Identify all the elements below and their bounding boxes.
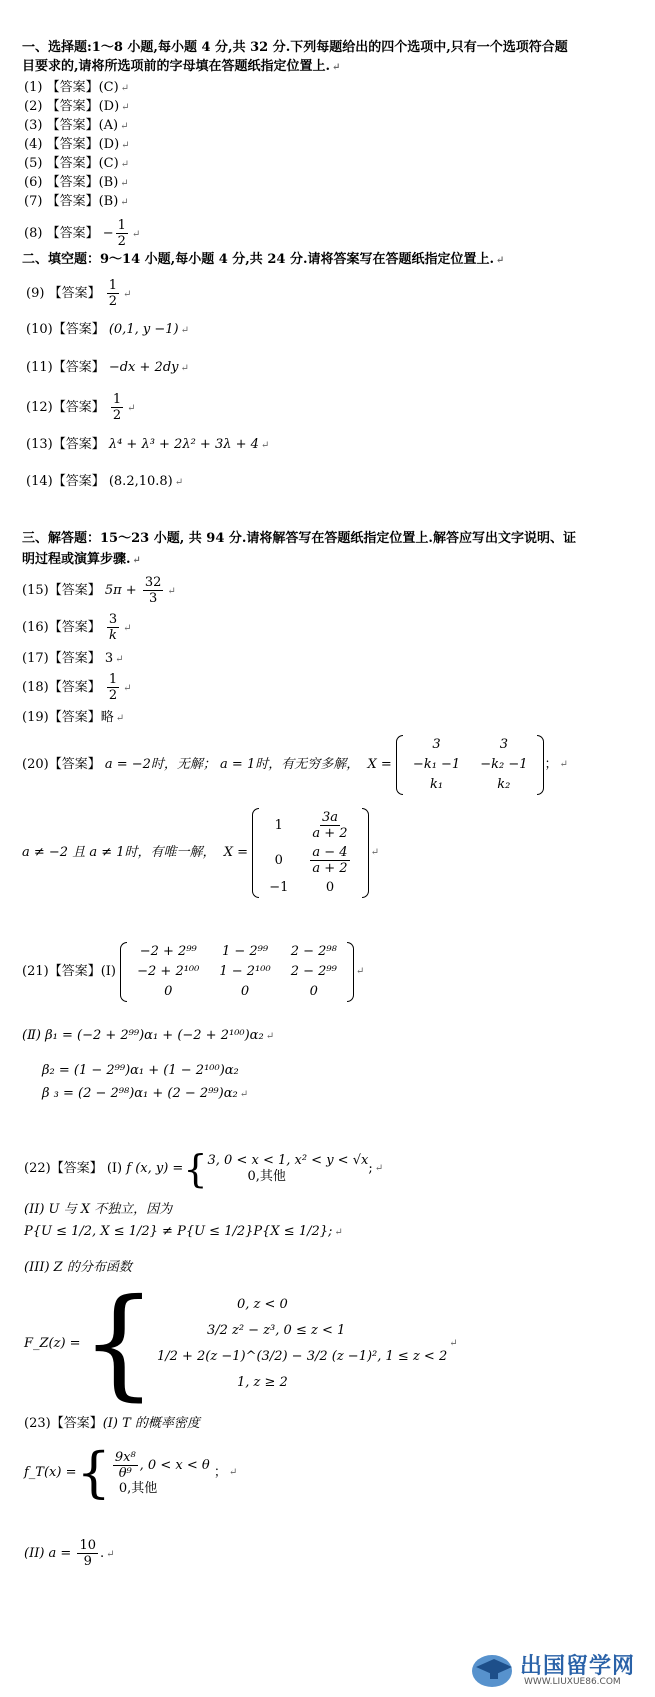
answer-23-part1: (23)【答案】(I) T 的概率密度 [24,1416,200,1431]
answer-20-line2: a ≠ −2 且 a ≠ 1时，有唯一解， X = 1 $\frac{3a}{a + 2}$ 0 $\frac{a - 4}{a + 2}$ −1 0 ↵ [22,808,379,898]
answer-9: (9) 【答案】 $\frac{1}{2}$ ↵ [26,278,132,309]
answer-23-part2: (II) a = $\frac{10}{9}$ . ↵ [24,1538,115,1569]
section3-heading-line1: 三、解答题：15～23 小题, 共 94 分.请将解答写在答题纸指定位置上.解答应写出文字说明、证 [22,531,576,546]
matrix-cell: 2 − 2⁹⁹ [290,964,337,979]
matrix-cell: 3 [432,737,441,752]
answer-1: (1) 【答案】(C) ↵ [24,80,130,95]
answer-12: (12)【答案】 $\frac{1}{2}$ ↵ [26,392,136,423]
answer-5: (5) 【答案】(C) ↵ [24,156,130,171]
matrix-cell: 0 [309,984,318,999]
matrix-cell: 0 [240,984,250,999]
answer-21-beta3: β ₃ = (2 − 2⁹⁸)α₁ + (2 − 2⁹⁹)α₂ ↵ [42,1086,249,1101]
answer-22-part3: (III) Z 的分布函数 [24,1260,132,1275]
watermark-title: 出国留学网 [520,1654,636,1679]
answer-21-beta2: β₂ = (1 − 2⁹⁹)α₁ + (1 − 2¹⁰⁰)α₂ [42,1063,239,1078]
answer-21-beta1: (Ⅱ) β₁ = (−2 + 2⁹⁹)α₁ + (−2 + 2¹⁰⁰)α₂ ↵ [22,1028,275,1043]
matrix-cell: −k₂ −1 [480,757,528,772]
matrix-cell: −2 + 2⁹⁹ [139,944,197,959]
matrix-cell: k₁ [430,777,444,792]
answer-7: (7) 【答案】(B) ↵ [24,194,129,209]
answer-13: (13)【答案】 λ⁴ + λ³ + 2λ² + 3λ + 4 ↵ [26,437,270,452]
answer-20-line1: (20) 【答案】 a = −2时，无解； a = 1时，有无穷多解， X = 3 3 −k₁ −1 −k₂ −1 k₁ k₂ ； ↵ [22,735,568,795]
section3-heading-line2: 明过程或演算步骤. ↵ [22,552,141,567]
answer-8: (8) 【答案】 − $\frac{1}{2}$ ↵ [24,218,141,249]
section2-heading: 二、填空题：9～14 小题,每小题 4 分,共 24 分.请将答案写在答题纸指定位置上. ↵ [22,252,505,267]
answer-17: (17)【答案】 3 ↵ [22,651,124,666]
site-watermark-logo [468,1645,653,1693]
answer-6: (6) 【答案】(B) ↵ [24,175,129,190]
answer-19: (19)【答案】略 ↵ [22,710,125,725]
answer-16: (16)【答案】 $\frac{3}{k}$ ↵ [22,612,132,643]
answer-21-matrix [120,942,354,1002]
answer-15: (15)【答案】 5π + $\frac{32}{3}$ ↵ [22,575,176,606]
answer-22-part2: (II) U 与 X 不独立，因为 [24,1202,173,1217]
answer-4: (4) 【答案】(D) ↵ [24,137,130,152]
watermark-url: WWW.LIUXUE86.COM [524,1677,621,1687]
answer-22-probability: P{U ≤ 1/2, X ≤ 1/2} ≠ P{U ≤ 1/2}P{X ≤ 1/2}; ↵ [24,1224,343,1239]
answer-23-density: f_T(x) = { $\frac{\text{9x⁸}}{\text{θ⁹}}$ , 0 < x < θ 0,其他 ； ↵ [24,1441,238,1504]
answer-14: (14)【答案】 (8.2,10.8) ↵ [26,474,184,489]
answer-21-part1: (21) 【答案】 (Ⅰ) −2 + 2⁹⁹ 1 − 2⁹⁹ 2 − 2⁹⁸ −2 + 2¹⁰⁰ 1 − 2¹⁰⁰ 2 − 2⁹⁹ 0 0 0 ↵ [22,942,364,1002]
section1-heading-line2: 目要求的,请将所选项前的字母填在答题纸指定位置上. ↵ [22,59,341,74]
matrix-cell: −k₁ −1 [412,757,461,772]
answer-18: (18)【答案】 $\frac{1}{2}$ ↵ [22,672,132,703]
matrix-cell: 0 [164,984,173,999]
matrix-cell: 2 − 2⁹⁸ [290,944,337,959]
solution-matrix-2: 1 $\frac{3a}{a + 2}$ 0 $\frac{a - 4}{a + 2}$ −1 0 [252,808,368,898]
answer-11: (11)【答案】 −dx + 2dy ↵ [26,360,189,375]
matrix-cell: 3 [499,737,508,752]
solution-matrix-1 [396,735,545,795]
matrix-cell: 1 − 2¹⁰⁰ [219,964,271,979]
answer-22-distribution: F_Z(z) = { 0, z < 0 3/2 z² − z³, 0 ≤ z < 1 1/2 + 2(z −1)^(3/2) − 3/2 (z −1)², 1 ≤ z < 2 1, z ≥ 2 ↵ [24,1274,458,1413]
section1-heading-line1: 一、选择题:1～8 小题,每小题 4 分,共 32 分.下列每题给出的四个选项中,只有一个选项符合题 [22,40,568,55]
matrix-cell: k₂ [497,777,511,792]
answer-22-part1: (22) 【答案】 (I) f (x, y) = { 3, 0 < x < 1, x² < y < √x 0,其他 ; ↵ [24,1147,384,1191]
answer-10: (10)【答案】 (0,1, y −1) ↵ [26,322,189,337]
answer-3: (3) 【答案】(A) ↵ [24,118,129,133]
fraction: $\frac{1}{2}$ [117,218,126,249]
answer-2: (2) 【答案】(D) ↵ [24,99,130,114]
matrix-cell: −2 + 2¹⁰⁰ [137,964,200,979]
matrix-cell: 1 − 2⁹⁹ [221,944,269,959]
